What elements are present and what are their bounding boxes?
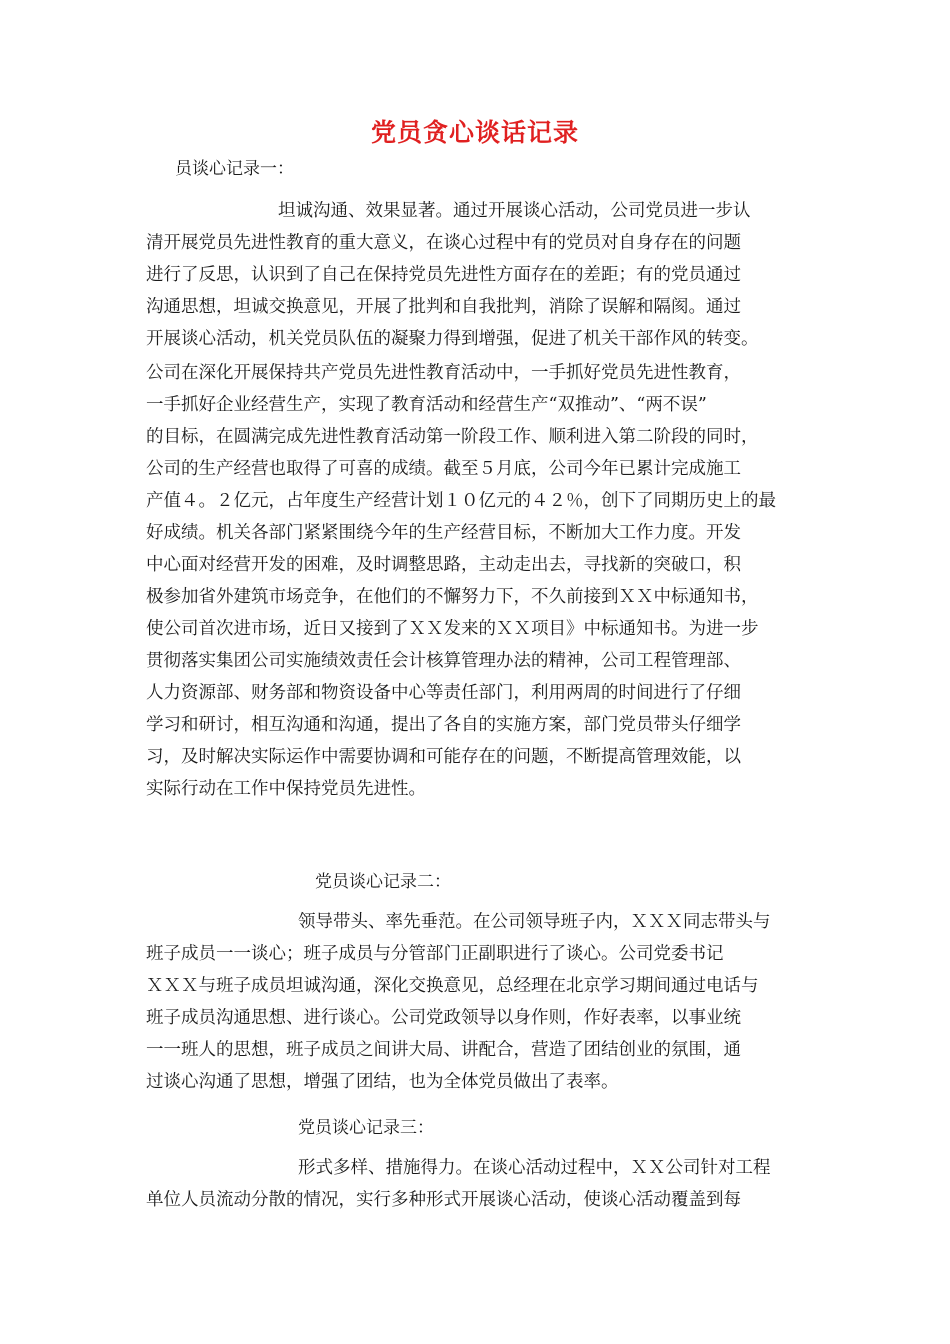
section-heading-1: 员谈心记录一： [175, 159, 294, 179]
paragraph-line: 单位人员流动分散的情况，实行多种形式开展谈心活动，使谈心活动覆盖到每 [146, 1190, 741, 1210]
paragraph-line: 形式多样、措施得力。在谈心活动过程中，ＸＸ公司针对工程 [298, 1158, 771, 1178]
paragraph-line: 坦诚沟通、效果显著。通过开展谈心活动，公司党员进一步认 [278, 201, 751, 221]
paragraph-line: 学习和研讨，相互沟通和沟通，提出了各自的实施方案，部门党员带头仔细学 [146, 715, 741, 735]
paragraph-line: 领导带头、率先垂范。在公司领导班子内，ＸＸＸ同志带头与 [298, 912, 771, 932]
paragraph-line: 进行了反思，认识到了自己在保持党员先进性方面存在的差距；有的党员通过 [146, 265, 741, 285]
paragraph-line: 开展谈心活动，机关党员队伍的凝聚力得到增强，促进了机关干部作风的转变。 [146, 329, 759, 349]
section-heading-3: 党员谈心记录三： [298, 1118, 434, 1138]
document-title: 党员贪心谈话记录 [370, 118, 579, 147]
paragraph-line: 使公司首次进市场，近日又接到了ＸＸ发来的ＸＸ项目》中标通知书。为进一步 [146, 619, 759, 639]
paragraph-line: 公司在深化开展保持共产党员先进性教育活动中，一手抓好党员先进性教育， [146, 363, 741, 383]
paragraph-line: 好成绩。机关各部门紧紧围绕今年的生产经营目标，不断加大工作力度。开发 [146, 523, 741, 543]
paragraph-line: 沟通思想，坦诚交换意见，开展了批判和自我批判，消除了误解和隔阂。通过 [146, 297, 741, 317]
paragraph-line: 中心面对经营开发的困难，及时调整思路，主动走出去，寻找新的突破口，积 [146, 555, 741, 575]
paragraph-line: 的目标，在圆满完成先进性教育活动第一阶段工作、顺利进入第二阶段的同时， [146, 427, 759, 447]
paragraph-line: 产值４。２亿元，占年度生产经营计划１０亿元的４２％，创下了同期历史上的最 [146, 491, 776, 511]
paragraph-line: 班子成员沟通思想、进行谈心。公司党政领导以身作则，作好表率，以事业统 [146, 1008, 741, 1028]
paragraph-line: 清开展党员先进性教育的重大意义，在谈心过程中有的党员对自身存在的问题 [146, 233, 741, 253]
paragraph-line: 习，及时解决实际运作中需要协调和可能存在的问题，不断提高管理效能，以 [146, 747, 741, 767]
paragraph-line: 实际行动在工作中保持党员先进性。 [146, 779, 426, 799]
paragraph-line: 一手抓好企业经营生产，实现了教育活动和经营生产“双推动”、“两不误” [146, 395, 707, 415]
section-heading-2: 党员谈心记录二： [315, 872, 451, 892]
paragraph-line: ＸＸＸ与班子成员坦诚沟通，深化交换意见，总经理在北京学习期间通过电话与 [146, 976, 759, 996]
paragraph-line: 一一班人的思想，班子成员之间讲大局、讲配合，营造了团结创业的氛围，通 [146, 1040, 741, 1060]
paragraph-line: 过谈心沟通了思想，增强了团结，也为全体党员做出了表率。 [146, 1072, 619, 1092]
paragraph-line: 班子成员一一谈心；班子成员与分管部门正副职进行了谈心。公司党委书记 [146, 944, 724, 964]
paragraph-line: 公司的生产经营也取得了可喜的成绩。截至５月底，公司今年已累计完成施工 [146, 459, 741, 479]
paragraph-line: 贯彻落实集团公司实施绩效责任会计核算管理办法的精神，公司工程管理部、 [146, 651, 741, 671]
paragraph-line: 极参加省外建筑市场竞争，在他们的不懈努力下，不久前接到ＸＸ中标通知书， [146, 587, 759, 607]
paragraph-line: 人力资源部、财务部和物资设备中心等责任部门，利用两周的时间进行了仔细 [146, 683, 741, 703]
